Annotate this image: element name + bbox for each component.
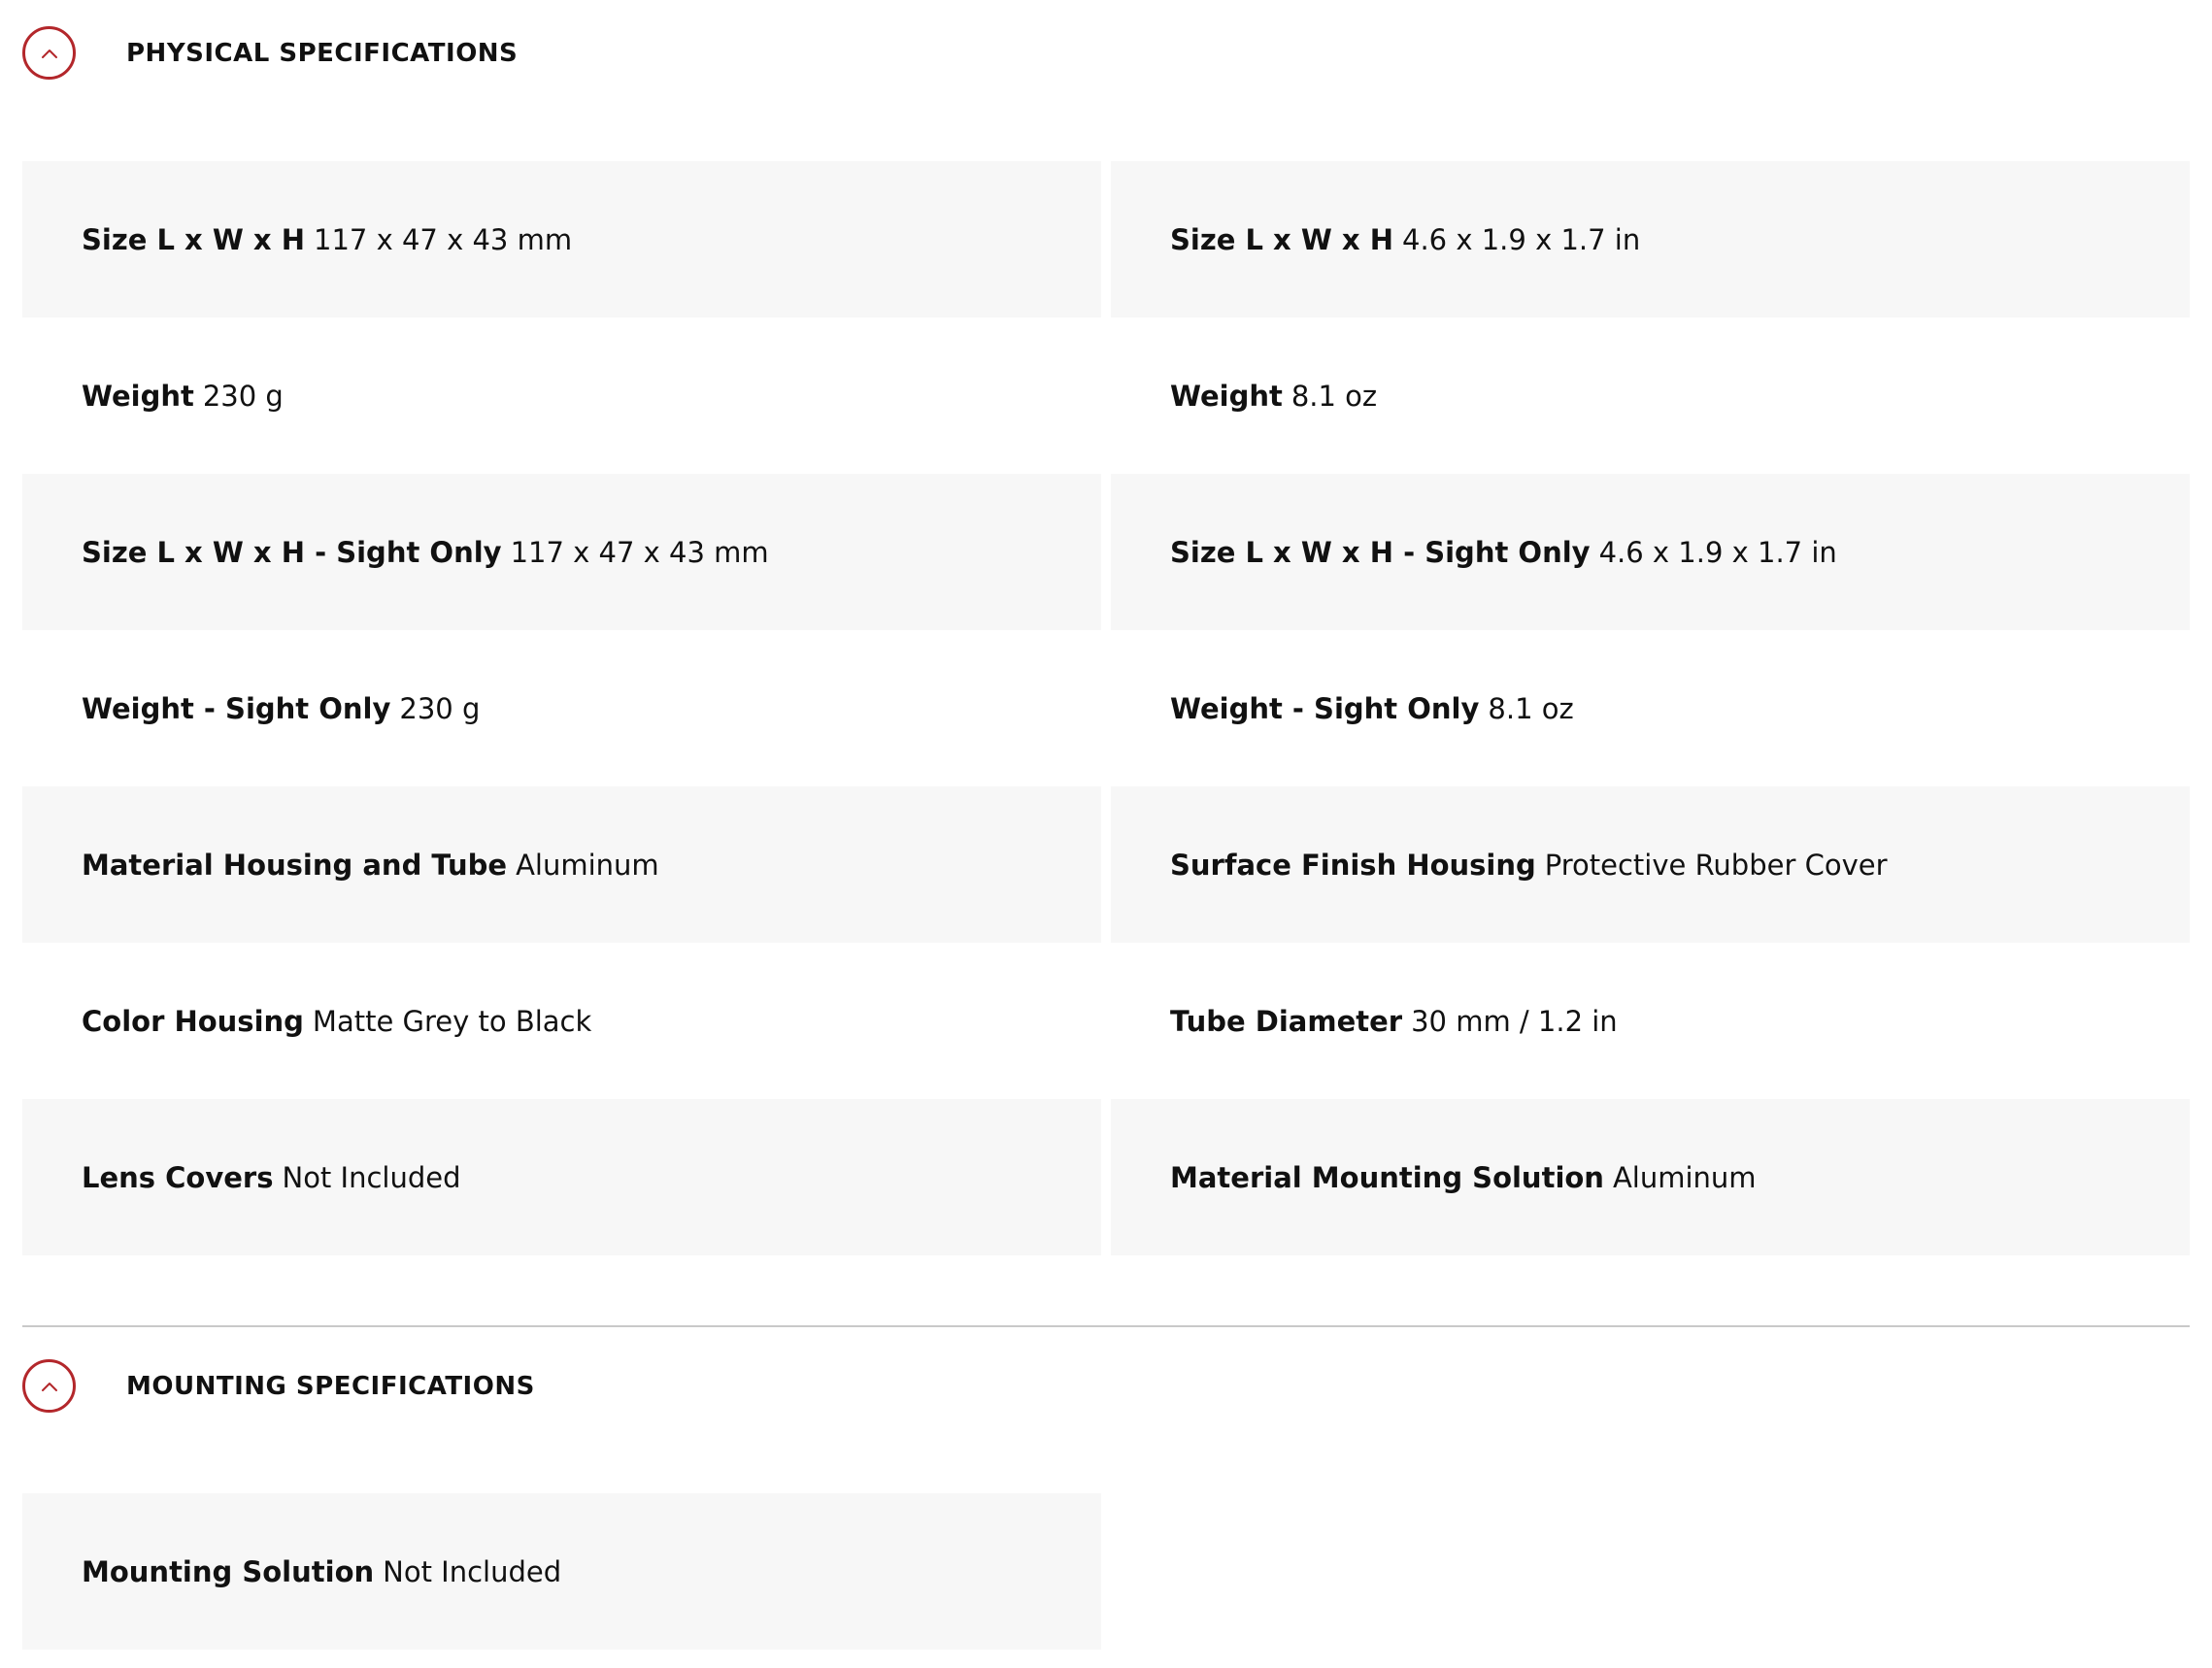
spec-cell [1111, 630, 2190, 786]
spec-cell [1111, 943, 2190, 1099]
spec-label: Weight - Sight Only [1170, 691, 1480, 725]
spec-value: 4.6 x 1.9 x 1.7 in [1598, 535, 1837, 569]
physical-specifications-header[interactable] [22, 26, 518, 80]
spec-value: 4.6 x 1.9 x 1.7 in [1402, 222, 1641, 256]
spec-label: Size L x W x H - Sight Only [82, 535, 502, 569]
spec-label: Lens Covers [82, 1160, 274, 1194]
chevron-up-icon [41, 1381, 58, 1392]
spec-cell [1111, 317, 2190, 474]
spec-label: Weight [82, 379, 194, 413]
spec-value: Aluminum [1612, 1160, 1757, 1194]
chevron-up-icon [41, 48, 58, 59]
spec-value: Protective Rubber Cover [1544, 848, 1888, 882]
spec-label: Color Housing [82, 1004, 304, 1038]
spec-cell [22, 786, 1101, 943]
spec-cell [1111, 161, 2190, 317]
spec-value: 30 mm / 1.2 in [1411, 1004, 1618, 1038]
section-title: PHYSICAL SPECIFICATIONS [126, 38, 519, 68]
collapse-physical-specifications-button[interactable] [22, 26, 76, 80]
section-title: MOUNTING SPECIFICATIONS [126, 1371, 535, 1401]
spec-value: Matte Grey to Black [312, 1004, 592, 1038]
mounting-specifications-table [22, 1493, 2190, 1650]
spec-cell [22, 317, 1101, 474]
spec-value: 230 g [399, 691, 481, 725]
spec-cell [1111, 1099, 2190, 1255]
spec-label: Mounting Solution [82, 1554, 375, 1588]
spec-label: Weight - Sight Only [82, 691, 391, 725]
spec-cell [22, 1099, 1101, 1255]
spec-label: Weight [1170, 379, 1283, 413]
spec-label: Size L x W x H [82, 222, 306, 256]
collapse-mounting-specifications-button[interactable] [22, 1359, 76, 1413]
section-divider [22, 1325, 2190, 1327]
spec-cell [22, 943, 1101, 1099]
spec-cell [22, 474, 1101, 630]
spec-value: Not Included [383, 1554, 562, 1588]
spec-label: Surface Finish Housing [1170, 848, 1536, 882]
mounting-specifications-header[interactable] [22, 1359, 535, 1413]
spec-cell [1111, 474, 2190, 630]
spec-value: 117 x 47 x 43 mm [510, 535, 769, 569]
spec-cell [22, 1493, 1101, 1650]
spec-label: Tube Diameter [1170, 1004, 1403, 1038]
spec-cell [22, 630, 1101, 786]
spec-value: 230 g [202, 379, 284, 413]
spec-value: 117 x 47 x 43 mm [314, 222, 573, 256]
spec-value: 8.1 oz [1290, 379, 1378, 413]
spec-label: Size L x W x H - Sight Only [1170, 535, 1591, 569]
spec-value: Aluminum [516, 848, 659, 882]
spec-label: Material Mounting Solution [1170, 1160, 1604, 1194]
spec-cell [22, 161, 1101, 317]
spec-label: Size L x W x H [1170, 222, 1394, 256]
physical-specifications-table [22, 161, 2190, 1255]
spec-cell [1111, 786, 2190, 943]
spec-value: Not Included [282, 1160, 461, 1194]
spec-value: 8.1 oz [1488, 691, 1574, 725]
spec-label: Material Housing and Tube [82, 848, 508, 882]
